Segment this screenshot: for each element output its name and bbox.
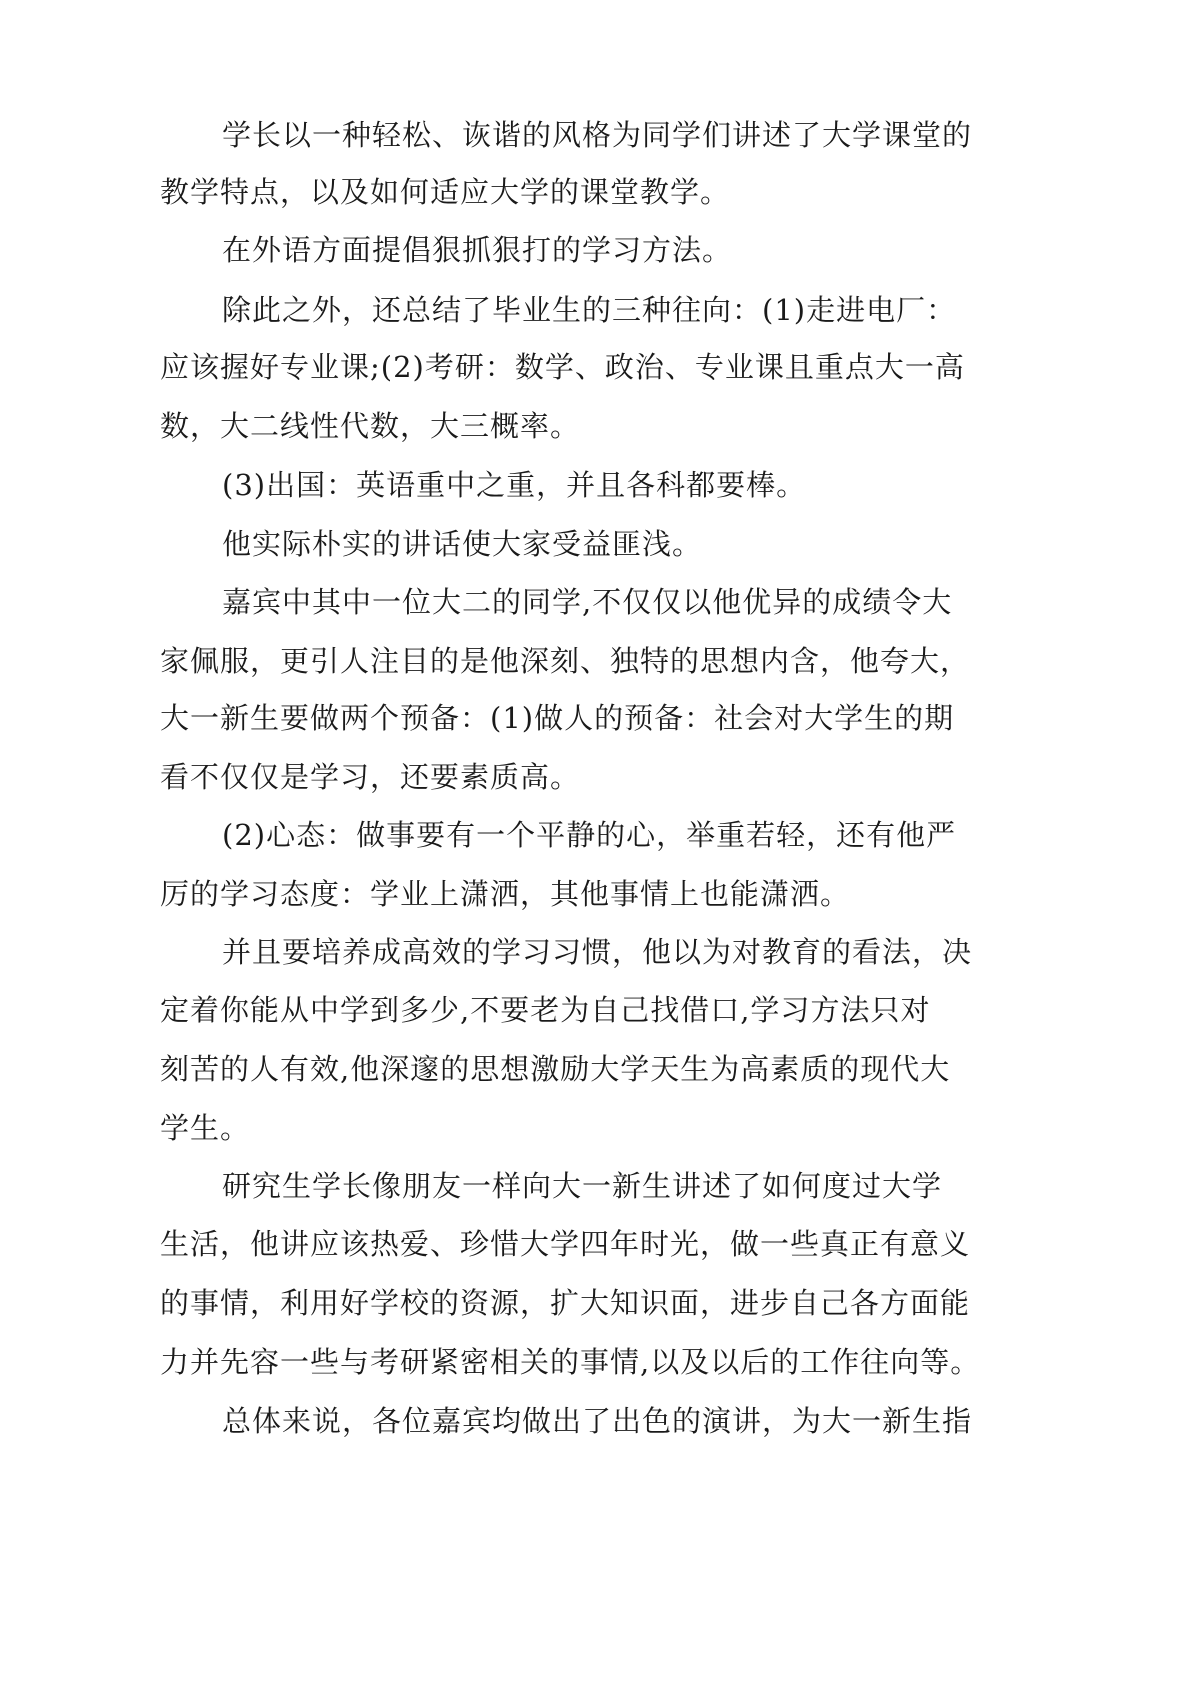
- text-line: 大一新生要做两个预备：(1)做人的预备：社会对大学生的期: [160, 701, 955, 735]
- text-line: (3)出国：英语重中之重，并且各科都要棒。: [222, 468, 807, 502]
- text-line: 的事情，利用好学校的资源，扩大知识面，进步自己各方面能: [160, 1286, 971, 1320]
- text-line: 嘉宾中其中一位大二的同学,不仅仅以他优异的成绩令大: [222, 585, 953, 619]
- text-line: 生活，他讲应该热爱、珍惜大学四年时光，做一些真正有意义: [160, 1227, 971, 1261]
- text-line: 数，大二线性代数，大三概率。: [160, 409, 581, 443]
- text-line: 除此之外，还总结了毕业生的三种往向：(1)走进电厂：: [222, 293, 957, 327]
- text-line: 刻苦的人有效,他深邃的思想激励大学天生为高素质的现代大: [160, 1052, 951, 1086]
- text-line: 家佩服，更引人注目的是他深刻、独特的思想内含，他夸大，: [160, 644, 971, 678]
- text-line: 力并先容一些与考研紧密相关的事情,以及以后的工作往向等。: [160, 1345, 981, 1379]
- text-line: 看不仅仅是学习，还要素质高。: [160, 760, 581, 794]
- text-line: 定着你能从中学到多少,不要老为自己找借口,学习方法只对: [160, 993, 931, 1027]
- text-line: (2)心态：做事要有一个平静的心，举重若轻，还有他严: [222, 818, 957, 852]
- text-line: 应该握好专业课;(2)考研：数学、政治、专业课且重点大一高: [160, 350, 965, 384]
- text-line: 他实际朴实的讲话使大家受益匪浅。: [222, 527, 703, 561]
- text-line: 厉的学习态度：学业上潇洒，其他事情上也能潇洒。: [160, 877, 851, 911]
- text-line: 学长以一种轻松、诙谐的风格为同学们讲述了大学课堂的: [222, 118, 973, 152]
- text-line: 学生。: [160, 1111, 251, 1145]
- text-line: 并且要培养成高效的学习习惯，他以为对教育的看法，决: [222, 935, 973, 969]
- text-line: 教学特点，以及如何适应大学的课堂教学。: [160, 175, 731, 209]
- text-line: 研究生学长像朋友一样向大一新生讲述了如何度过大学: [222, 1169, 943, 1203]
- text-line: 总体来说，各位嘉宾均做出了出色的演讲，为大一新生指: [222, 1404, 973, 1438]
- text-line: 在外语方面提倡狠抓狠打的学习方法。: [222, 233, 733, 267]
